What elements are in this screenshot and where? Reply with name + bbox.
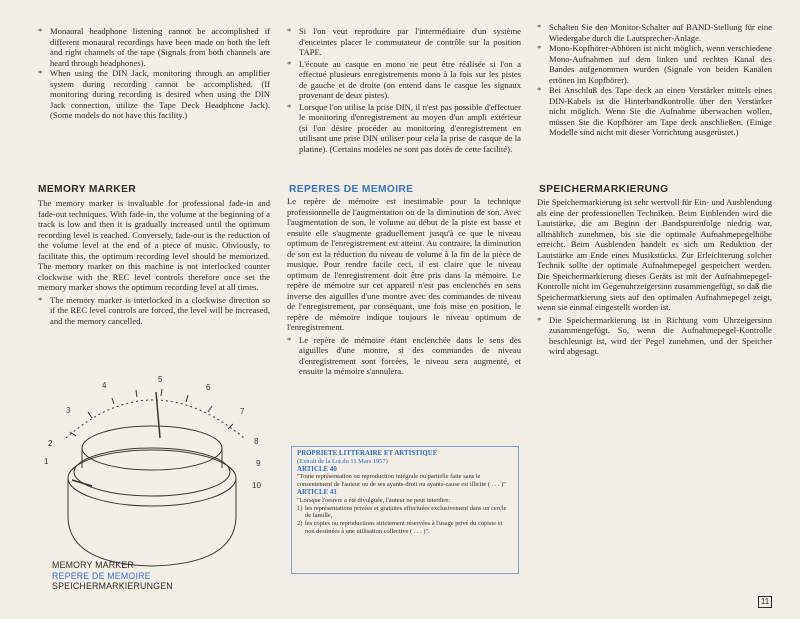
caption-fr: REPERE DE MEMOIRE	[52, 570, 151, 581]
scale-arc	[66, 400, 244, 438]
article-41-text: "Lorsque l'oeuvre a été divulguée, l'auteur ne peut interdire:	[297, 496, 451, 504]
tick	[186, 395, 188, 402]
dial-number-2: 2	[48, 439, 53, 448]
memory-marker-dial-illustration	[30, 368, 282, 568]
item-text: les copies ou reproductions strictement réservées à l'usage privé du copiste et non destinées à une utilisation collective ( . . . )".	[305, 520, 503, 535]
en-body	[38, 198, 270, 326]
fr-bullet-3: * Lorsque l'on utilise la prise DIN, il n'est pas possible d'effectuer le monitoring d'enregistrement au moyen d'un ampli extérieur (si l'on désire procéder au monitoring d'enregistrement en utilisant une prise DIN utiliser pour cela la prise de casque de la platine). (Certains modèles ne sont pas dotés de cette facilité).	[287, 102, 521, 155]
dial-number-3: 3	[66, 406, 71, 415]
marker-tab	[72, 480, 92, 486]
tick	[208, 406, 212, 412]
fr-bullet-2: * L'écoute au casque en mono ne peut être réalisée si l'on a effectué plusieurs enregistrements mono à la fois sur les pistes de gauche et de droite (on entend dans le casque les signaux provenant de deux pistes).	[287, 59, 521, 101]
en-body-text: The memory marker is invaluable for professional fade-in and fade-out techniques. With fade-in, the volume at the beginning of a track is low and then it is gradually increased until the optimum recording level is reached. Conversely, fade-out is the reduction of the volume level at the end of a piece of music. Obviously, to facilitate this, the optimum recording level should be memorized. The memory marker on this machine is not interlocked counter clockwise with the REC level controls therefore once set the memory marker shows the optimum recording level at all times.	[38, 198, 270, 292]
caption-en: MEMORY MARKER	[52, 560, 134, 570]
dial-number-5: 5	[158, 375, 163, 384]
dial-number-8: 8	[254, 437, 259, 446]
fr-body-text: Le repère de mémoire est inestimable pour la technique professionnelle de l'augmentation ou de la diminution de son. Avec l'augmentation de son, le volume au début de la piste est basse et ensuite elle s'augmente graduellement jusqu'à ce que le niveau optimum de l'enregistrement est atteint. Au contraire, la diminution de son est la réduction du niveau de volume à la fin de la pièce de musique. Pour rendre facile ceci, il est claire que le niveau optimum de l'enregistrement doit être pris dans la mémoire. Le repère de mémoire sur cet appareil n'est pas enclenchés en sens inverse des aiguilles d'une montre avec des commandes de niveau de l'enregistrement, par conséquant, une fois mise en position, le repère de mémoire indique toujours le niveau optimum de l'enregistrement.	[287, 196, 521, 332]
tick	[112, 398, 114, 404]
tick	[161, 389, 162, 396]
tick	[136, 390, 137, 397]
dial-number-1: 1	[44, 457, 49, 466]
article-41-item-2	[297, 520, 513, 536]
article-40-title: ARTICLE 40	[297, 465, 337, 473]
marker-pointer	[156, 392, 160, 438]
article-41-list	[297, 505, 513, 536]
german-notes	[537, 22, 772, 138]
french-notes	[287, 26, 521, 155]
legal-title: PROPRIETE LITTERAIRE ET ARTISTIQUE	[297, 450, 438, 457]
article-41-title: ARTICLE 41	[297, 488, 337, 496]
de-heading: SPEICHERMARKIERUNG	[539, 184, 669, 195]
item-number: 1)	[297, 504, 303, 512]
de-bullet-2: * Mono-Kopfhörer-Abhören ist nicht möglich, wenn verschiedene Mono-Aufnahmen auf dem linken und rechten Kanal des Bandes aufgenommen wurden (Signale von beiden Kanälen ertönen im Kopfhörer).	[537, 43, 772, 85]
en-bullet-1: * Monaural headphone listening cannot be accomplished if different monaural recordings have been made on both the left and right channels of the tape (Signals from both channels are heard through headphones).	[38, 26, 270, 68]
page-number: 11	[758, 596, 772, 608]
de-body-text: Die Speichermarkierung ist sehr wertvoll für Ein- und Ausblendung als eine der professionellen Techniken. Beim Einblenden wird die Lautstärke, die am Beginn der Bandspurenfolge niedrig war, allmählich zunehmen, bis sie die optimale Aufnahmepegelhöhe erreicht. Beim Ausblenden handelt es sich um Reduktion der Lautstärke am Ende eines Musikstücks. Zur Erleichterung solcher Technik sollte der optimale Aufnahmepegel gespeichert werden. Die Speichermarkierung dieses Geräts ist mit der Aufnahmepegel-Kontrolle nicht im Gegenuhrzeigersinn zusammengefügt, so daß die Speichermarkierung stets auf den optimalen Aufnahmepegel zeigt, wenn sie einmal eingestellt worden ist.	[537, 197, 772, 312]
de-bullet-3: * Bei Anschluß des Tape deck an einen Verstärker mittels eines DIN-Kabels ist die Hinterbandkontrolle über den Verstärker nicht möglich. Wenn Sie die Aufnahme überwachen wollen, müssen Sie die Kopfhörer am Tape deck anschließen. (Einige Modelle sind nicht mit dieser Vorrichtung ausgerüstet.)	[537, 85, 772, 138]
article-40-text: "Toute représentation ou reproduction intégrale ou partielle faite sans le consentement de l'auteur ou de ses ayants-droit ou ayants-cause est illicite ( . . . )"	[297, 473, 506, 489]
fr-note: * Le repère de mémoire étant enclenchée dans le sens des aiguilles d'une montre, si des commandes de niveau d'enregistrement sont forcées, le niveau sera augmenté, et ensuite la mémoire s'annulera.	[287, 335, 521, 377]
en-note: * The memory marker is interlocked in a clockwise direction so if the REC level controls are forced, the level will be increased, and the memory cancelled.	[38, 295, 270, 327]
legal-notice-box	[291, 446, 519, 574]
item-text: les représentations privées et gratuites effectuées exclusivement dans un cercle de famille,	[305, 504, 507, 520]
dial-number-10: 10	[252, 481, 261, 490]
dial-number-7: 7	[240, 407, 245, 416]
fr-bullet-1: * Si l'on veut reproduire par l'intermédiaire d'un système d'enceintes placer le commutateur de contrôle sur la position TAPE.	[287, 26, 521, 58]
caption-de: SPEICHERMARKIERUNGEN	[52, 581, 173, 592]
de-bullet-1: * Schalten Sie den Monitor-Schalter auf BAND-Stellung für eine Wiedergabe durch die Lautsprecher-Anlage.	[537, 22, 772, 43]
legal-subtitle: (Extrait de la Loi du 11 Mars 1957)	[297, 457, 388, 465]
tick	[88, 412, 92, 418]
de-note: * Die Speichermarkierung ist in Richtung vom Uhrzeigersinn zusammengefügt. So, wenn die Aufnahmepegel-Kontrolle beschleunigt ist, wird der Pegel zunehmen, und der Speicher wird abgesagt.	[537, 315, 772, 357]
en-bullet-2: * When using the DIN Jack, monitoring through an amplifier system during recording cannot be accomplished. (If monitoring during recording is desired when using the DIN Jack connection, utilize the Tape Deck Headphone Jack). (Some models do not have this facility.)	[38, 68, 270, 121]
knob-cap-sides	[82, 448, 222, 468]
knob-cylinder	[68, 478, 236, 566]
english-notes	[38, 26, 270, 121]
fr-heading: REPERES DE MEMOIRE	[289, 184, 414, 195]
de-body	[537, 197, 772, 357]
dial-number-6: 6	[206, 383, 211, 392]
dial-number-4: 4	[102, 381, 107, 390]
figure-caption	[52, 560, 173, 592]
knob-outer-ring	[68, 450, 236, 506]
article-41-item-1	[297, 505, 513, 521]
item-number: 2)	[297, 520, 303, 528]
fr-body	[287, 196, 521, 377]
dial-number-9: 9	[256, 459, 261, 468]
knob-inner-ring	[74, 448, 230, 496]
en-heading: MEMORY MARKER	[38, 184, 137, 195]
